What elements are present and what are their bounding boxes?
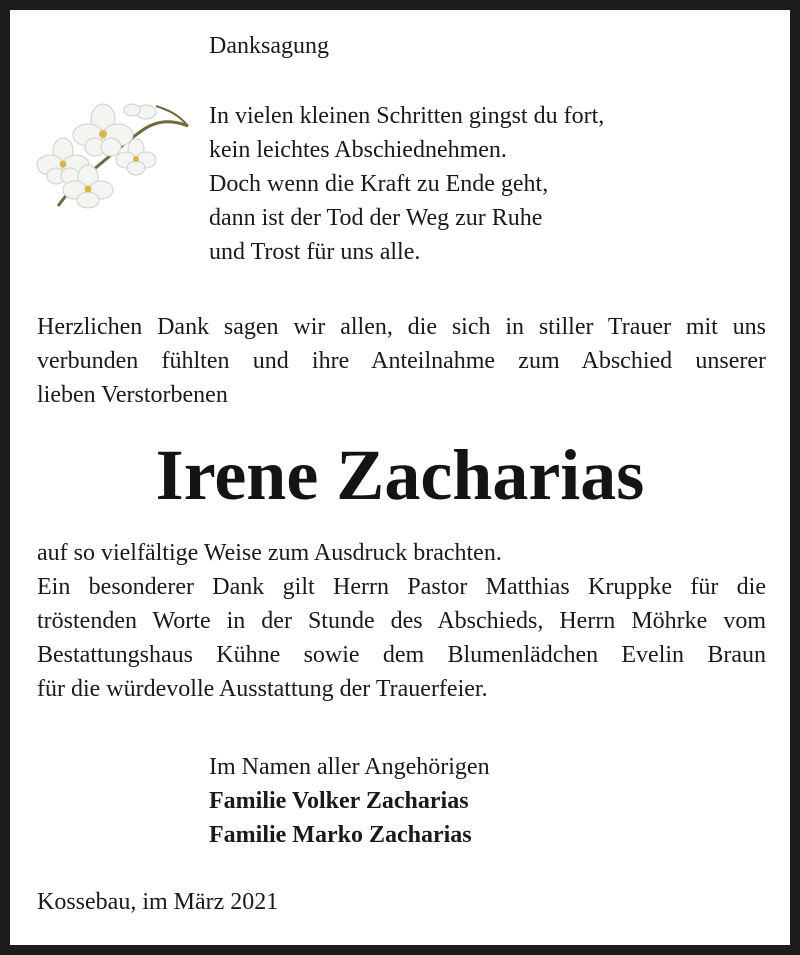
poem-line: kein leichtes Abschiednehmen. xyxy=(209,137,507,163)
paragraph-line: lieben Verstorbenen xyxy=(37,382,228,408)
signature-block xyxy=(209,750,490,852)
paragraph-line: Herzlichen Dank sagen wir allen, die sich in stiller Trauer mit uns xyxy=(37,314,766,340)
poem-line: Doch wenn die Kraft zu Ende geht, xyxy=(209,171,549,197)
poem-line: und Trost für uns alle. xyxy=(209,239,421,265)
poem xyxy=(209,99,604,269)
thanks-intro-paragraph xyxy=(37,310,766,412)
paragraph-line: Bestattungshaus Kühne sowie dem Blumenlädchen Evelin Braun xyxy=(37,642,766,668)
paragraph-line: auf so vielfältige Weise zum Ausdruck brachten. xyxy=(37,540,502,566)
poem-line: In vielen kleinen Schritten gingst du fort, xyxy=(209,103,605,129)
place-date: Kossebau, im März 2021 xyxy=(37,889,279,915)
thanks-body-paragraph xyxy=(37,536,766,706)
signature-intro: Im Namen aller Angehörigen xyxy=(209,754,490,780)
heading: Danksagung xyxy=(209,33,329,59)
family-name: Familie Volker Zacharias xyxy=(209,788,469,814)
paragraph-line: tröstenden Worte in der Stunde des Abschieds, Herrn Möhrke vom xyxy=(37,608,766,634)
orchid-flower-icon xyxy=(28,88,198,228)
paragraph-line: für die würdevolle Ausstattung der Trauerfeier. xyxy=(37,676,488,702)
deceased-name: Irene Zacharias xyxy=(155,435,645,515)
paragraph-line: verbunden fühlten und ihre Anteilnahme zum Abschied unserer xyxy=(37,348,766,374)
paragraph-line: Ein besonderer Dank gilt Herrn Pastor Matthias Kruppke für die xyxy=(37,574,766,600)
family-name: Familie Marko Zacharias xyxy=(209,822,472,848)
poem-line: dann ist der Tod der Weg zur Ruhe xyxy=(209,205,543,231)
